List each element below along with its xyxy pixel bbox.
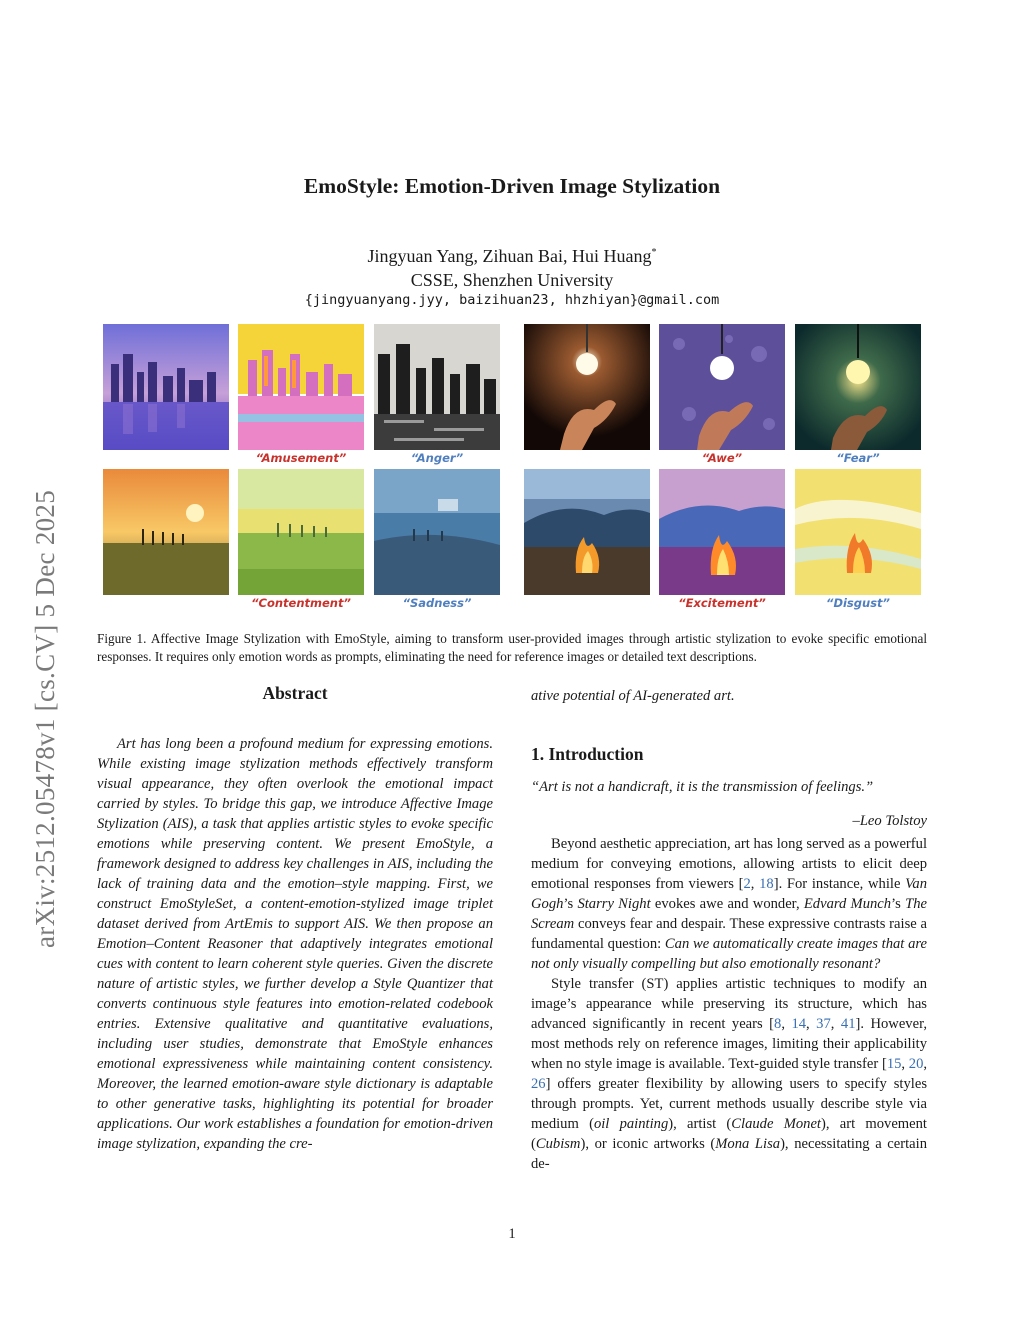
citation-link[interactable]: 18 (759, 876, 774, 892)
figure-caption: Figure 1. Affective Image Stylization with EmoStyle, aiming to transform user-provided images through artistic stylization to evoke specific emotional responses. It requires only emotion words as prompts, eliminating the need for reference images or detailed text descriptions. (97, 631, 927, 664)
city-original-image (103, 324, 229, 450)
author-block (0, 241, 1024, 292)
field-sadness-image (374, 469, 500, 595)
label-amusement: “Amusement” (255, 451, 347, 465)
paper-title: EmoStyle: Emotion-Driven Image Stylization (303, 174, 721, 198)
citation-link[interactable]: 15 (886, 1056, 902, 1072)
abstract-continuation: ative potential of AI-generated art. (531, 688, 735, 704)
field-original-image (103, 469, 229, 595)
quote-author: –Leo Tolstoy (852, 813, 927, 829)
citation-link[interactable]: 14 (791, 1016, 807, 1032)
city-amusement-image (238, 324, 364, 450)
intro-paragraph-2: Style transfer (ST) applies artistic techniques to modify an image’s appearance while preserving its structure, which has advanced significantly in recent years [8, 14, 37, 41]. However, most methods rely on reference images, limiting their applicability when no style image is available. Text-guided style transfer [15, 20, 26] offers greater flexibility by allowing users to specify styles through prompts. Yet, current methods usually describe style via medium (oil painting), artist (Claude Monet), art movement (Cubism), or iconic artworks (Mona Lisa), necessitating a certain de- (531, 976, 928, 1172)
fire-disgust-image (795, 469, 921, 595)
citation-link[interactable]: 37 (816, 1016, 831, 1032)
author-emails: {jingyuanyang.jyy, baizihuan23, hhzhiyan}@gmail.com (304, 292, 720, 308)
bulb-original-image (524, 324, 650, 450)
intro-body (531, 834, 927, 1174)
abstract-text: Art has long been a profound medium for expressing emotions. While existing image stylization methods effectively transform visual appearance, they often overlook the emotional impact carried by styles. To bridge this gap, we introduce Affective Image Stylization (AIS), a task that applies artistic styles to evoke specific emotions while preserving content. We present EmoStyle, a framework designed to address key challenges in AIS, including the lack of training data and the emotion–style mapping. First, we construct EmoStyleSet, a content-emotion-stylized image triplet dataset derived from ArtEmis to support AIS. We then propose an Emotion–Content Reasoner that adaptively integrates emotional cues with content to learn coherent style queries. Given the discrete nature of artistic styles, we further develop a Style Quantizer that converts continuous style features into emotion-related codebook entries. Extensive qualitative and quantitative evaluations, including user studies, demonstrate that EmoStyle enhances emotional expressiveness while maintaining content consistency. Moreover, the learned emotion-aware style dictionary is adaptable to other generative tasks, highlighting its potential for broader applications. Our work establishes a foundation for emotion-driven image stylization, expanding the cre- (97, 736, 493, 1152)
citation-link[interactable]: 20 (908, 1056, 924, 1072)
intro-paragraph-1: Beyond aesthetic appreciation, art has long served as a powerful medium for conveying emotions, allowing artists to elicit deep emotional responses from viewers [2, 18]. For instance, while Van Gogh’s Starry Night evokes awe and wonder, Edvard Munch’s The Scream conveys fear and despair. These expressive contrasts raise a fundamental question: Can we automatically create images that are not only visually compelling but also emotionally resonant? (531, 836, 928, 972)
intro-heading: 1. Introduction (531, 744, 644, 764)
label-excitement: “Excitement” (678, 596, 766, 610)
label-anger: “Anger” (410, 451, 464, 465)
label-awe: “Awe” (701, 451, 743, 465)
citation-link[interactable]: 8 (774, 1016, 782, 1032)
label-fear: “Fear” (836, 451, 880, 465)
arxiv-stamp: arXiv:2512.05478v1 [cs.CV] 5 Dec 2025 (30, 489, 60, 948)
label-disgust: “Disgust” (826, 596, 890, 610)
citation-link[interactable]: 26 (531, 1076, 546, 1092)
bulb-fear-image (795, 324, 921, 450)
authors: Jingyuan Yang, Zihuan Bai, Hui Huang (367, 246, 652, 266)
abstract-heading: Abstract (262, 683, 328, 703)
affiliation: CSSE, Shenzhen University (410, 270, 614, 290)
field-contentment-image (238, 469, 364, 595)
city-anger-image (374, 324, 500, 450)
page-number: 1 (508, 1226, 516, 1242)
fire-original-image (524, 469, 650, 595)
bulb-awe-image (659, 324, 785, 450)
author-mark: * (651, 247, 657, 258)
citation-link[interactable]: 2 (743, 876, 751, 892)
label-sadness: “Sadness” (402, 596, 472, 610)
citation-link[interactable]: 41 (840, 1016, 856, 1032)
fire-excitement-image (659, 469, 785, 595)
intro-quote: “Art is not a handicraft, it is the transmission of feelings.” (531, 779, 874, 795)
label-contentment: “Contentment” (251, 596, 351, 610)
